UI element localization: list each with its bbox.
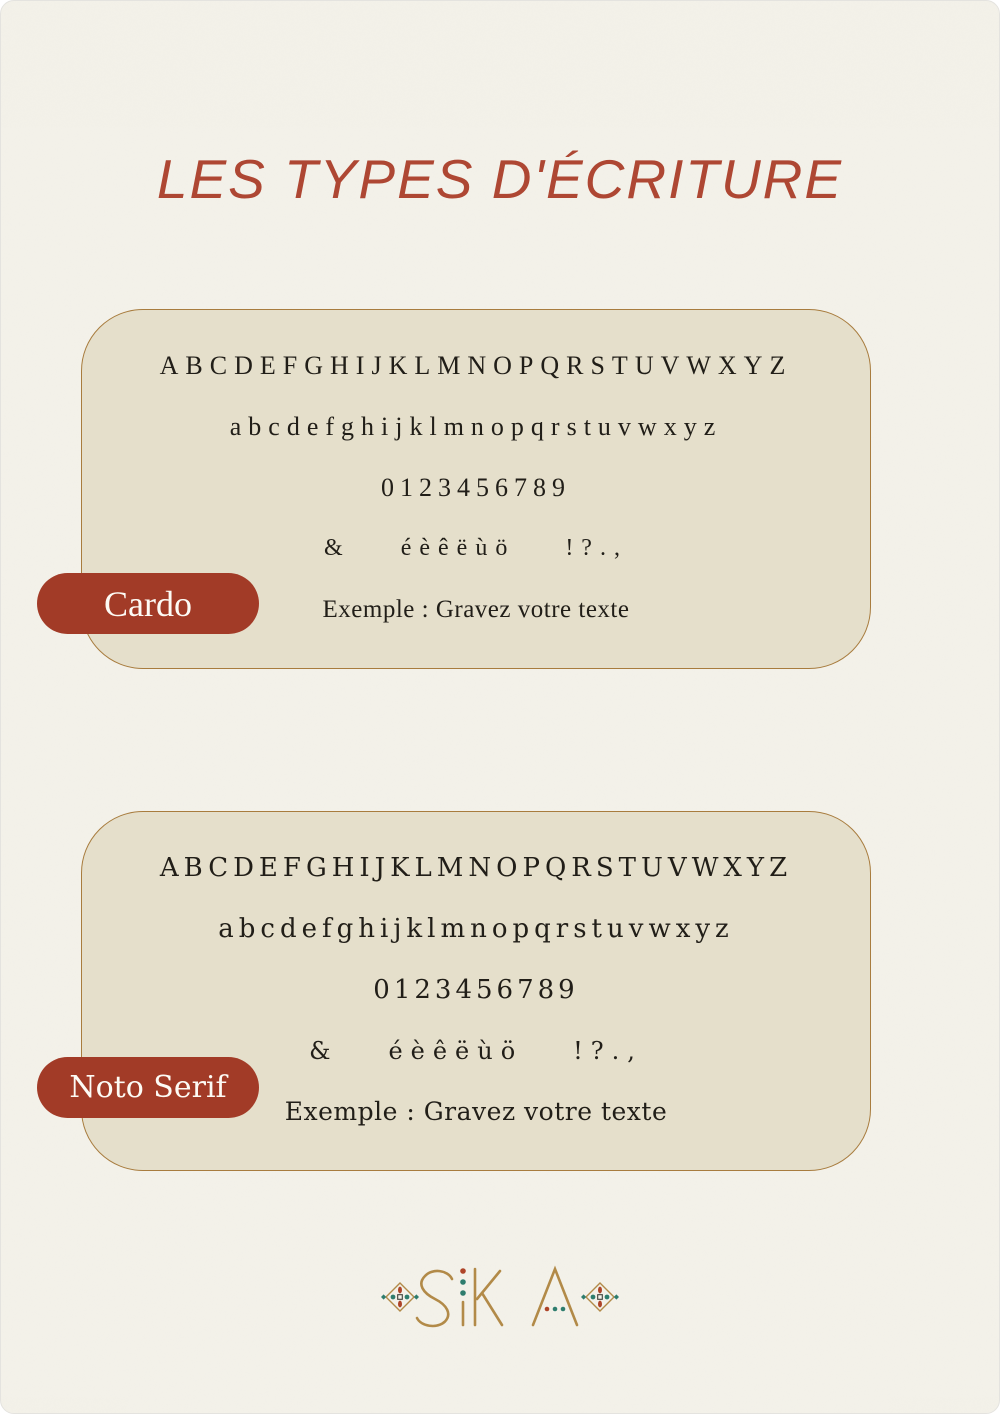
logo-letter-i bbox=[460, 1268, 466, 1325]
specimen-digits-row: 0123456789 bbox=[381, 472, 571, 502]
specimen-uppercase-row: ABCDEFGHIJKLMNOPQRSTUVWXYZ bbox=[159, 852, 793, 883]
punctuation-glyphs: !?., bbox=[565, 535, 628, 561]
page-title: LES TYPES D'ÉCRITURE bbox=[156, 148, 844, 210]
font-name-pill-cardo bbox=[37, 573, 259, 634]
specimen-symbols-row bbox=[309, 1020, 643, 1081]
specimen-example-row: Exemple : Gravez votre texte bbox=[322, 595, 630, 623]
logo-left-ornament-icon bbox=[381, 1283, 419, 1311]
specimen-digits-row: 0123456789 bbox=[373, 974, 579, 1005]
specimen-lowercase-row: abcdefghijklmnopqrstuvwxyz bbox=[229, 411, 723, 441]
accented-letters: éèêëùö bbox=[400, 535, 516, 561]
accented-letters: éèêëùö bbox=[388, 1036, 524, 1065]
sika-logo bbox=[1, 1257, 999, 1345]
pill-label: Noto Serif bbox=[69, 1070, 227, 1105]
specimen-lowercase-row: abcdefghijklmnopqrstuvwxyz bbox=[218, 913, 734, 944]
specimen-uppercase-row: ABCDEFGHIJKLMNOPQRSTUVWXYZ bbox=[159, 350, 793, 380]
pill-label: Cardo bbox=[104, 583, 192, 624]
paper-texture bbox=[1, 1, 999, 1413]
logo-letter-s bbox=[417, 1271, 452, 1326]
logo-letter-k bbox=[475, 1269, 502, 1325]
ampersand-glyph: & bbox=[309, 1036, 339, 1065]
specimen-symbols-row bbox=[324, 518, 628, 579]
ampersand-glyph: & bbox=[324, 535, 351, 561]
font-name-pill-noto-serif bbox=[37, 1057, 259, 1118]
logo-right-ornament-icon bbox=[581, 1283, 619, 1311]
specimen-example-row: Exemple : Gravez votre texte bbox=[284, 1097, 668, 1126]
punctuation-glyphs: !?., bbox=[573, 1036, 643, 1065]
logo-wordmark bbox=[378, 1257, 622, 1345]
logo-letter-a bbox=[533, 1269, 577, 1325]
